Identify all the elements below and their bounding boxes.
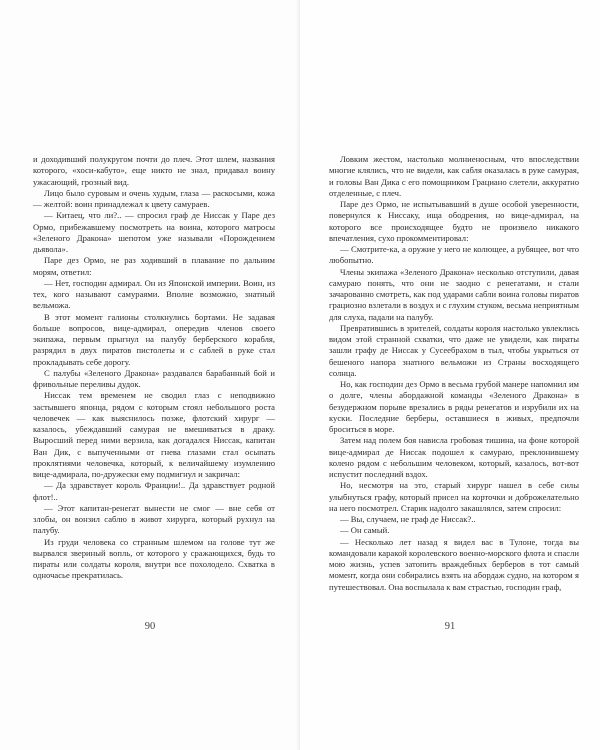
paragraph: С палубы «Зеленого Дракона» раздавался барабанный бой и фривольные переливы дудок. bbox=[33, 367, 275, 389]
paragraph: Лицо было суровым и очень худым, глаза — раскосыми, кожа — желтой: воин принадлежал к цвету самураев. bbox=[33, 187, 275, 209]
paragraph: Из груди человека со странным шлемом на голове тут же вырвался звериный вопль, от которого у сражающихся, будь то пираты или солдаты короля, внутри все похолодело. Схватка в одночасье прекратилась. bbox=[33, 536, 275, 581]
paragraph: — Нет, господин адмирал. Он из Японской империи. Воин, из тех, кого называют самураями. Вполне возможно, знатный вельможа. bbox=[33, 277, 275, 311]
paragraph: Паре дез Ормо, не испытывавший в душе особой уверенности, повернулся к Ниссаку, ища ободрения, но вице-адмирал, на которого все происходящее будто не произвело никакого впечатления, сухо прокомментировал: bbox=[329, 199, 579, 243]
paragraph: Но, несмотря на это, старый хирург нашел в себе силы улыбнуться графу, который присел на корточки и доброжелательно на него посмотрел. Старик надолго закашлялся, затем спросил: bbox=[329, 480, 579, 513]
paragraph: Ниссак тем временем не сводил глаз с неподвижно застывшего японца, рядом с которым стоял небольшого роста человечек — как выяснилось позже, флотский хирург — казалось, убеждавший самурая не вмешиваться в драку. Выросший перед ними верзила, как догадался Ниссак, капитан Ван Дик, с выпученными от гнева глазами стал осыпать проклятиями человечка, который, к величайшему изумлению вице-адмирала, по-дружески ему подмигнул и закричал: bbox=[33, 390, 275, 479]
paragraph: — Этот капитан-ренегат вынести не смог — вне себя от злобы, он вонзил саблю в живот хирурга, который рухнул на палубу. bbox=[33, 502, 275, 536]
paragraph: В этот момент галионы столкнулись бортами. Не задавая больше вопросов, вице-адмирал, опередив членов своего экипажа, первым прыгнул на палубу берберского корабля, разрядил в двух пиратов пистолеты и с саблей в руке стал прокладывать себе дорогу. bbox=[33, 311, 275, 367]
paragraph: Затем над полем боя нависла гробовая тишина, на фоне которой вице-адмирал де Ниссак подошел к самураю, преклонившему колено рядом с небольшим человеком, который, казалось, вот-вот испустит последний вздох. bbox=[329, 435, 579, 479]
left-page-text bbox=[33, 154, 275, 582]
paragraph: Но, как господин дез Ормо в весьма грубой манере напомнил им о долге, члены абордажной команды «Зеленого Дракона» в безудержном порыве врезались в ряды ренегатов и изрубили их на куски. Последние берберы, оставшиеся в живых, предпочли броситься в море. bbox=[329, 379, 579, 434]
paragraph: — Несколько лет назад я видел вас в Тулоне, тогда вы командовали каракой королевского военно-морского флота и спасли мою жизнь, успев затопить враждебных берберов в тот самый момент, когда они собирались взять на абордаж судно, на котором я путешествовал. Она воспылала к вам страстью, господин граф, bbox=[329, 536, 579, 592]
paragraph: — Китаец, что ли?.. — спросил граф де Ниссак у Паре дез Ормо, прибежавшему посмотреть на воина, которого матросы «Зеленого Дракона» шепотом уже называли «Порождением дьявола». bbox=[33, 210, 275, 254]
paragraph: Ловким жестом, настолько молниеносным, что впоследствии многие клялись, что не видели, как сабля оказалась в руке самурая, и головы Ван Дика с его помощником Грациано слетели, аккуратно отделенные, с плеч. bbox=[329, 154, 579, 198]
page-number: 91 bbox=[444, 621, 456, 632]
right-page bbox=[300, 0, 600, 750]
paragraph: Паре дез Ормо, не раз ходивший в плавание по дальним морям, ответил: bbox=[33, 255, 275, 277]
paragraph: — Да здравствует король Франции!.. Да здравствует родной флот!.. bbox=[33, 480, 275, 502]
paragraph: и доходивший полукругом почти до плеч. Этот шлем, названия которого, «хоси-кабуто», еще никто не знал, придавал воину ужасающий, грозный вид. bbox=[33, 154, 275, 187]
paragraph: — Он самый. bbox=[340, 525, 390, 536]
paragraph: — Смотрите-ка, а оружие у него не колющее, а рубящее, вот что любопытно. bbox=[329, 244, 579, 266]
right-page-text bbox=[329, 154, 579, 593]
paragraph: Превратившись в зрителей, солдаты короля настолько увлеклись видом этой странной схватки, что даже не увидели, как пираты зашли графу де Ниссак у Сусеебрахом в тыл, чтобы укрыться от бешеного напора знатного вельможи из Страны восходящего солнца. bbox=[329, 322, 579, 378]
paragraph: Члены экипажа «Зеленого Дракона» несколько отступили, давая самураю понять, что они не заодно с ренегатами, и стали зачарованно смотреть, как под ударами сабли воина головы пиратов грациозно взлетали в воздух и с глухим стуком, весьма неприятным для слуха, падали на палубу. bbox=[329, 266, 579, 322]
page-number: 90 bbox=[144, 621, 156, 632]
paragraph: — Вы, случаем, не граф де Ниссак?.. bbox=[340, 514, 476, 524]
